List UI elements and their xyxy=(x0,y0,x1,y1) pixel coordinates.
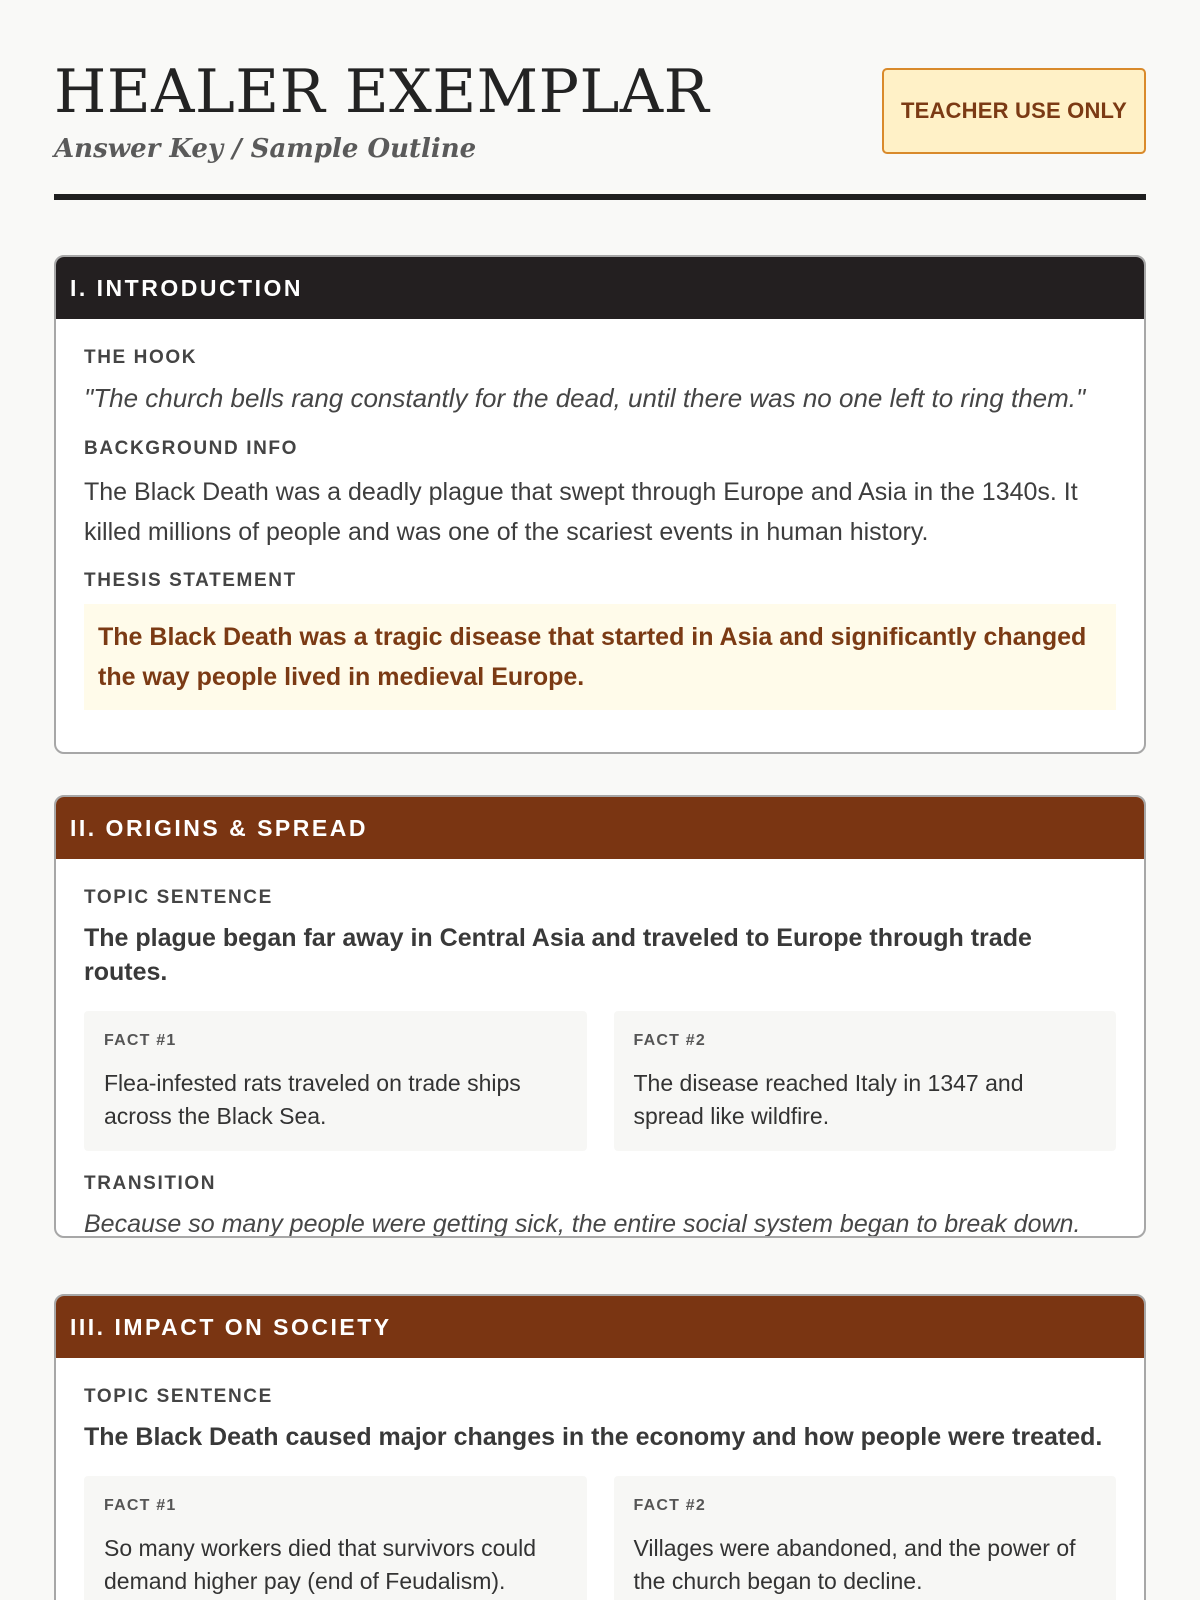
introduction-section-body xyxy=(56,319,1144,710)
impact-fact-card-1 xyxy=(84,1476,587,1600)
impact-fact-card-2 xyxy=(614,1476,1117,1600)
origins-fact-card-2 xyxy=(614,1011,1117,1151)
background-text: The Black Death was a deadly plague that swept through Europe and Asia in the 1340s. It killed millions of people and was one of the scariest events in human history. xyxy=(84,478,1078,546)
background-label: BACKGROUND INFO xyxy=(84,438,298,459)
impact-fact-1-text: So many workers died that survivors could demand higher pay (end of Feudalism). xyxy=(104,1535,537,1594)
impact-society-section-title: III. IMPACT ON SOCIETY xyxy=(56,1296,1144,1358)
origins-fact-1-label: FACT #1 xyxy=(104,1032,177,1049)
origins-topic-label: TOPIC SENTENCE xyxy=(84,887,273,908)
origins-fact-1-text: Flea-infested rats traveled on trade ships across the Black Sea. xyxy=(104,1070,521,1129)
hook-quote: "The church bells rang constantly for the dead, until there was no one left to ring them." xyxy=(84,383,1086,413)
impact-society-section xyxy=(54,1294,1146,1600)
teacher-use-badge: TEACHER USE ONLY xyxy=(882,68,1146,154)
impact-fact-1-label: FACT #1 xyxy=(104,1497,177,1514)
impact-society-section-body xyxy=(56,1358,1144,1600)
origins-fact-2-label: FACT #2 xyxy=(633,1032,706,1049)
thesis-statement: The Black Death was a tragic disease that started in Asia and significantly changed the way people lived in medieval Europe. xyxy=(84,604,1116,710)
thesis-label: THESIS STATEMENT xyxy=(84,570,297,591)
origins-transition-block xyxy=(84,1173,1116,1238)
impact-fact-2-label: FACT #2 xyxy=(633,1497,706,1514)
origins-spread-section-title: II. ORIGINS & SPREAD xyxy=(56,797,1144,859)
origins-spread-section-body xyxy=(56,859,1144,1238)
origins-fact-2-text: The disease reached Italy in 1347 and spread like wildfire. xyxy=(633,1070,1024,1129)
origins-facts-grid xyxy=(84,1011,1116,1151)
introduction-section-title: I. INTRODUCTION xyxy=(56,257,1144,319)
impact-topic-label: TOPIC SENTENCE xyxy=(84,1386,273,1407)
origins-topic-sentence: The plague began far away in Central Asia and traveled to Europe through trade routes. xyxy=(84,924,1032,986)
origins-fact-card-1 xyxy=(84,1011,587,1151)
document-header xyxy=(54,58,1146,200)
page-title: HEALER EXEMPLAR xyxy=(54,57,710,127)
origins-transition-text: Because so many people were getting sick, the entire social system began to break down. xyxy=(84,1210,1081,1238)
hook-label: THE HOOK xyxy=(84,347,198,368)
origins-spread-section xyxy=(54,795,1146,1238)
origins-transition-label: TRANSITION xyxy=(84,1173,217,1194)
page-subtitle: Answer Key / Sample Outline xyxy=(54,134,477,164)
introduction-section xyxy=(54,255,1146,754)
impact-fact-2-text: Villages were abandoned, and the power of the church began to decline. xyxy=(633,1535,1076,1594)
impact-topic-sentence: The Black Death caused major changes in the economy and how people were treated. xyxy=(84,1423,1103,1451)
impact-facts-grid xyxy=(84,1476,1116,1600)
